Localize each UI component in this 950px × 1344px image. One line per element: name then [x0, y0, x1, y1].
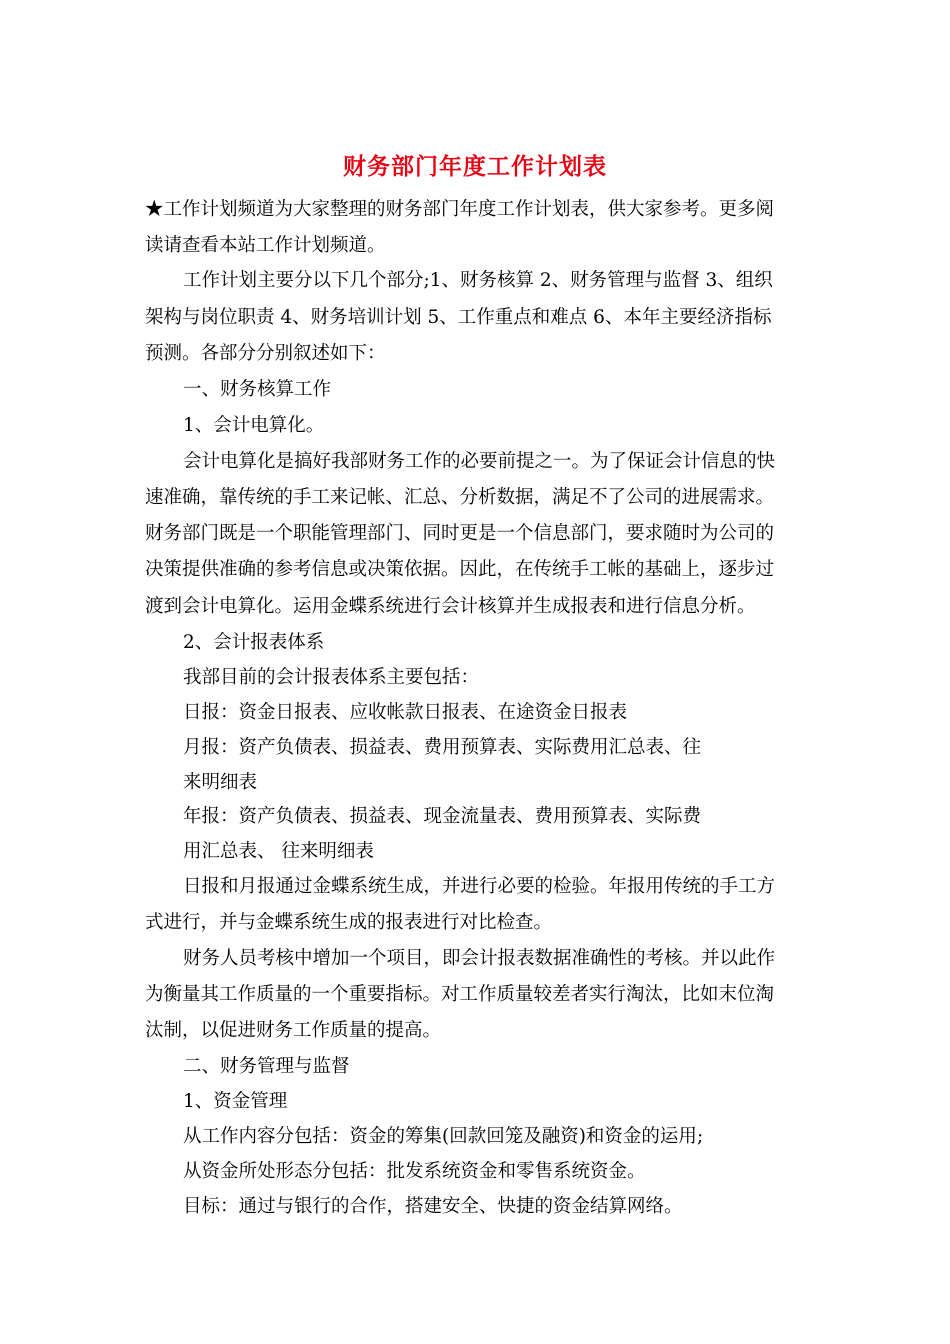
paragraph-line: 年报：资产负债表、损益表、现金流量表、费用预算表、实际费 — [183, 806, 702, 827]
subsection-heading: 1、会计电算化。 — [183, 415, 325, 436]
section-heading: 一、财务核算工作 — [183, 379, 332, 400]
paragraph-line: 从工作内容分包括：资金的筹集(回款回笼及融资)和资金的运用; — [183, 1126, 704, 1147]
paragraph-line: 来明细表 — [183, 772, 258, 793]
paragraph-line: 渡到会计电算化。运用金蝶系统进行会计核算并生成报表和进行信息分析。 — [145, 596, 756, 617]
paragraph-line: 汰制，以促进财务工作质量的提高。 — [145, 1020, 442, 1041]
paragraph-line: 式进行，并与金蝶系统生成的报表进行对比检查。 — [145, 912, 553, 933]
paragraph-line: 架构与岗位职责 4、财务培训计划 5、工作重点和难点 6、本年主要经济指标 — [145, 307, 772, 328]
paragraph-line: 用汇总表、 往来明细表 — [183, 841, 374, 862]
subsection-heading: 1、资金管理 — [183, 1091, 288, 1112]
paragraph-line: 为衡量其工作质量的一个重要指标。对工作质量较差者实行淘汰，比如末位淘 — [145, 984, 775, 1005]
paragraph-line: 会计电算化是搞好我部财务工作的必要前提之一。为了保证会计信息的快 — [183, 451, 776, 472]
section-heading: 二、财务管理与监督 — [183, 1056, 350, 1077]
paragraph-line: 目标：通过与银行的合作，搭建安全、快捷的资金结算网络。 — [183, 1196, 683, 1217]
paragraph-line: 预测。各部分分别叙述如下： — [145, 343, 386, 364]
paragraph-line: ★工作计划频道为大家整理的财务部门年度工作计划表，供大家参考。更多阅 — [145, 199, 775, 220]
paragraph-line: 工作计划主要分以下几个部分;1、财务核算 2、财务管理与监督 3、组织 — [183, 270, 773, 291]
paragraph-line: 我部目前的会计报表体系主要包括： — [183, 667, 480, 688]
paragraph-line: 月报：资产负债表、损益表、费用预算表、实际费用汇总表、往 — [183, 737, 702, 758]
paragraph-line: 日报：资金日报表、应收帐款日报表、在途资金日报表 — [183, 702, 628, 723]
paragraph-line: 读请查看本站工作计划频道。 — [145, 235, 386, 256]
paragraph-line: 日报和月报通过金蝶系统生成，并进行必要的检验。年报用传统的手工方 — [183, 876, 776, 897]
paragraph-line: 财务人员考核中增加一个项目，即会计报表数据准确性的考核。并以此作 — [183, 948, 776, 969]
paragraph-line: 财务部门既是一个职能管理部门、同时更是一个信息部门，要求随时为公司的 — [145, 523, 775, 544]
document-title: 财务部门年度工作计划表 — [343, 153, 607, 180]
subsection-heading: 2、会计报表体系 — [183, 632, 325, 653]
paragraph-line: 决策提供准确的参考信息或决策依据。因此，在传统手工帐的基础上，逐步过 — [145, 559, 775, 580]
paragraph-line: 速准确，靠传统的手工来记帐、汇总、分析数据，满足不了公司的进展需求。 — [145, 487, 775, 508]
paragraph-line: 从资金所处形态分包括：批发系统资金和零售系统资金。 — [183, 1161, 646, 1182]
